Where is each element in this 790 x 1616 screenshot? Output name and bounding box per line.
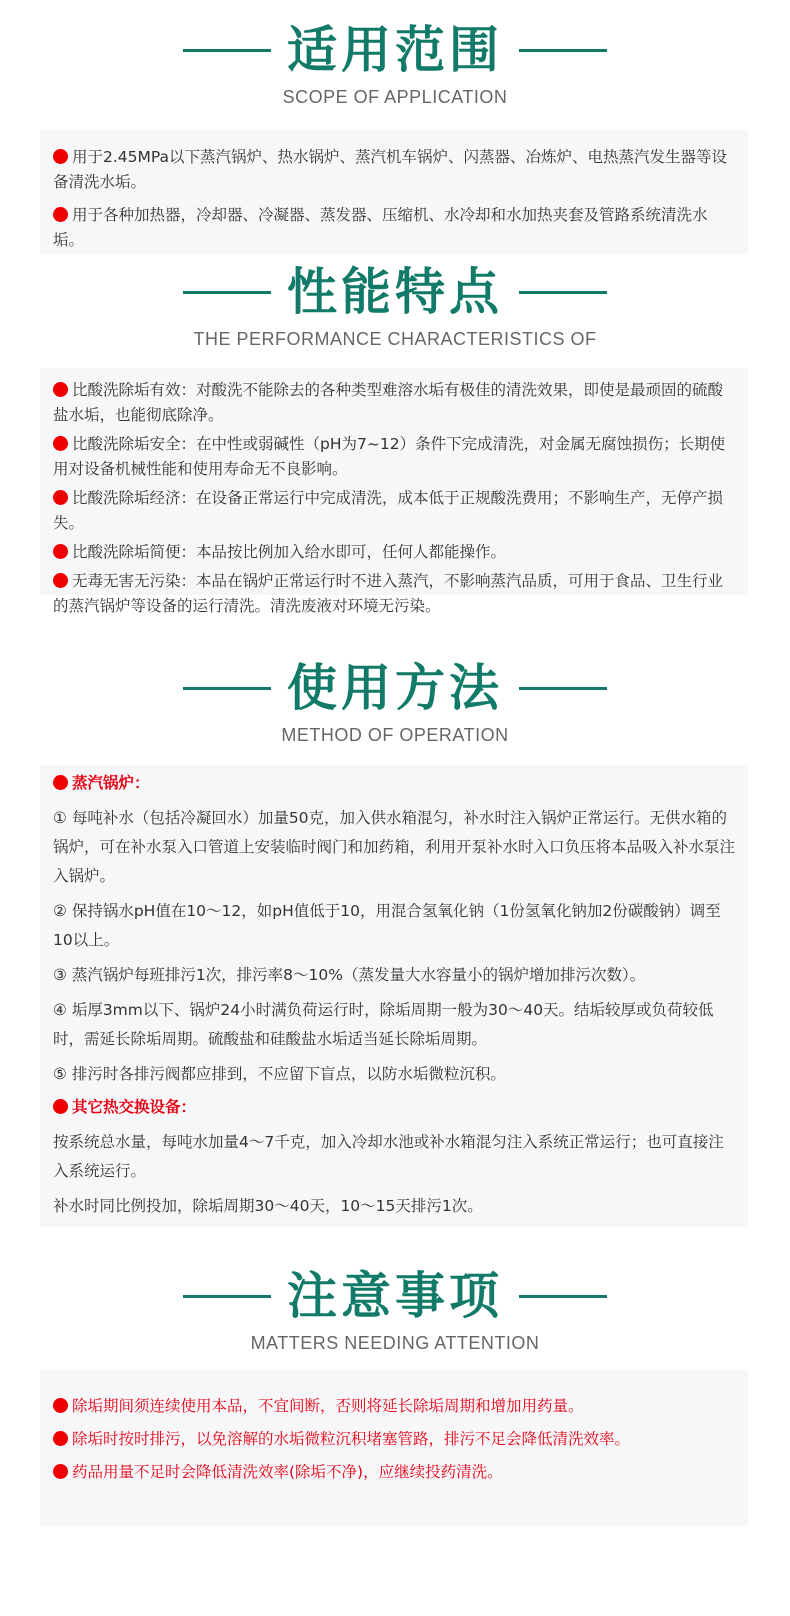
performance-box (40, 368, 748, 615)
warning-item: 除垢时按时排污，以免溶解的水垢微粒沉积堵塞管路，排污不足会降低清洗效率。 (53, 1427, 736, 1452)
red-dot-icon (53, 149, 68, 164)
step-item: ④ 垢厚3mm以下、锅炉24小时满负荷运行时，除垢周期一般为30～40天。结垢较厚或负荷较低时，需延长除垢周期。硫酸盐和硅酸盐水垢适当延长除垢周期。 (53, 1001, 714, 1048)
section-header-attention (0, 1261, 790, 1354)
red-dot-icon (53, 544, 68, 559)
header-rule-left (183, 687, 271, 690)
scope-box (40, 130, 748, 254)
step-item: ① 每吨补水（包括冷凝回水）加量50克，加入供水箱混匀，补水时注入锅炉正常运行。无供水箱的锅炉，可在补水泵入口管道上安装临时阀门和加药箱，利用开泵补水时入口负压将本品吸入补水泵注入锅炉。 (53, 809, 736, 885)
step-item: ⑤ 排污时各排污阀都应排到，不应留下盲点，以防水垢微粒沉积。 (53, 1065, 506, 1083)
step-item: ③ 蒸汽锅炉每班排污1次，排污率8～10%（蒸发量大水容量小的锅炉增加排污次数）。 (53, 966, 646, 984)
step-item: ② 保持锅水pH值在10～12，如pH值低于10，用混合氢氧化钠（1份氢氧化钠加2份碳酸钠）调至10以上。 (53, 902, 721, 949)
header-rule-right (519, 291, 607, 294)
red-dot-icon (53, 490, 68, 505)
list-item: 用于2.45MPa以下蒸汽锅炉、热水锅炉、蒸汽机车锅炉、闪蒸器、冶炼炉、电热蒸汽发生器等设备清洗水垢。 (53, 148, 728, 191)
red-dot-icon (53, 1431, 68, 1446)
section-header-scope (0, 15, 790, 108)
header-rule-right (519, 49, 607, 52)
header-rule-left (183, 49, 271, 52)
list-item: 比酸洗除垢经济：在设备正常运行中完成清洗，成本低于正规酸洗费用；不影响生产，无停产损失。 (53, 489, 724, 532)
section-header-performance (0, 257, 790, 350)
header-rule-right (519, 1295, 607, 1298)
list-item: 比酸洗除垢有效：对酸洗不能除去的各种类型难溶水垢有极佳的清洗效果，即使是最顽固的硫酸盐水垢，也能彻底除净。 (53, 381, 724, 424)
red-dot-icon (53, 436, 68, 451)
header-rule-left (183, 291, 271, 294)
section-title: 性能特点 (287, 263, 503, 321)
section-title: 适用范围 (287, 21, 503, 79)
step-item: 按系统总水量，每吨水加量4～7千克，加入冷却水池或补水箱混匀注入系统正常运行；也可直接注入系统运行。 (53, 1133, 724, 1180)
list-item: 比酸洗除垢安全：在中性或弱碱性（pH为7~12）条件下完成清洗，对金属无腐蚀损伤；长期使用对设备机械性能和使用寿命无不良影响。 (53, 435, 726, 478)
list-item: 比酸洗除垢简便：本品按比例加入给水即可，任何人都能操作。 (53, 540, 736, 565)
red-dot-icon (53, 1398, 68, 1413)
section-subtitle: THE PERFORMANCE CHARACTERISTICS OF (193, 329, 597, 349)
group-heading-heat-exchange: 其它热交换设备： (53, 1095, 736, 1120)
step-item: 补水时同比例投加，除垢周期30～40天，10～15天排污1次。 (53, 1197, 483, 1215)
red-dot-icon (53, 1464, 68, 1479)
group-heading-steam-boiler: 蒸汽锅炉： (53, 771, 736, 796)
list-item: 无毒无害无污染：本品在锅炉正常运行时不进入蒸汽，不影响蒸汽品质，可用于食品、卫生行业的蒸汽锅炉等设备的运行清洗。清洗废液对环境无污染。 (53, 572, 724, 615)
red-dot-icon (53, 382, 68, 397)
section-title: 注意事项 (287, 1267, 503, 1325)
attention-box (40, 1370, 748, 1526)
list-item: 用于各种加热器，冷却器、冷凝器、蒸发器、压缩机、水冷却和水加热夹套及管路系统清洗水垢。 (53, 206, 708, 249)
warning-item: 除垢期间须连续使用本品，不宜间断，否则将延长除垢周期和增加用药量。 (53, 1394, 736, 1419)
header-rule-right (519, 687, 607, 690)
red-dot-icon (53, 207, 68, 222)
section-subtitle: SCOPE OF APPLICATION (282, 87, 508, 107)
red-dot-icon (53, 775, 68, 790)
method-box (40, 765, 748, 1227)
section-subtitle: MATTERS NEEDING ATTENTION (250, 1333, 540, 1353)
red-dot-icon (53, 1099, 68, 1114)
section-header-method (0, 653, 790, 746)
red-dot-icon (53, 573, 68, 588)
section-title: 使用方法 (287, 659, 503, 717)
section-subtitle: METHOD OF OPERATION (281, 725, 509, 745)
warning-item: 药品用量不足时会降低清洗效率(除垢不净)，应继续投药清洗。 (53, 1460, 736, 1485)
header-rule-left (183, 1295, 271, 1298)
